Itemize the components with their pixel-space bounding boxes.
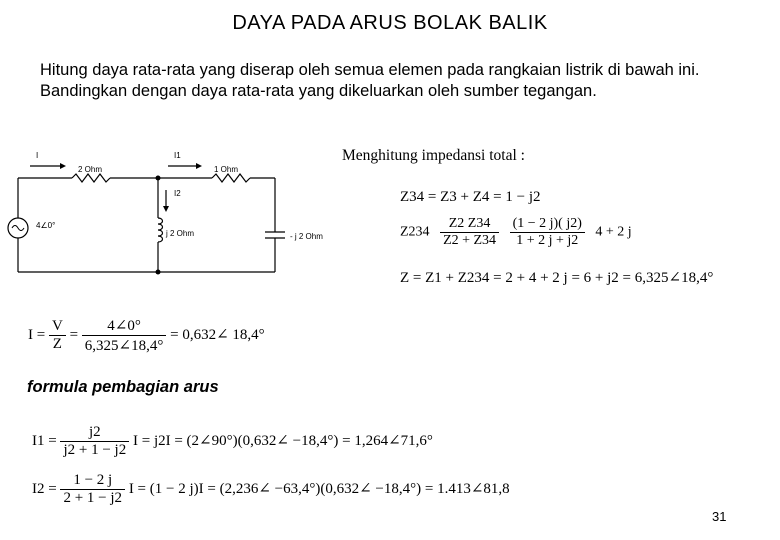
i2-equation: I2 = $\frac{1 - 2 j}{2 + 1 - j2}$ I = (1 − 2 j)I = (2,236∠ −63,4°)(0,632∠ −18,4°) = 1.413∠81,8: [32, 472, 510, 506]
label-capacitor: - j 2 Ohm: [290, 232, 323, 241]
circuit-diagram: [0, 140, 340, 280]
page-number: 31: [712, 509, 727, 524]
label-resistor-1ohm: 1 Ohm: [214, 165, 239, 174]
label-inductor: j 2 Ohm: [166, 229, 195, 238]
impedance-line-total: Z = Z1 + Z234 = 2 + 4 + 2 j = 6 + j2 = 6,325∠18,4°: [400, 270, 714, 286]
label-current-i1: I1: [174, 151, 181, 160]
impedance-heading: Menghitung impedansi total :: [342, 147, 525, 164]
impedance-line-z34: Z34 = Z3 + Z4 = 1 − j2: [400, 189, 541, 205]
label-current-i2: I2: [174, 189, 181, 198]
label-resistor-2ohm: 2 Ohm: [78, 165, 103, 174]
section-heading: formula pembagian arus: [27, 378, 219, 396]
impedance-line-z234: Z234 $\frac{Z2 Z34}{Z2 + Z34}$ $\frac{(1 - 2 j)( j2)}{1 + 2 j + j2}$ 4 + 2 j: [400, 216, 632, 248]
label-current-i: I: [36, 151, 39, 160]
i1-equation: I1 = $\frac{j2}{j2 + 1 - j2}$ I = j2I = (2∠90°)(0,632∠ −18,4°) = 1,264∠71,6°: [32, 424, 433, 458]
slide-title: DAYA PADA ARUS BOLAK BALIK: [232, 12, 548, 34]
problem-statement: Hitung daya rata-rata yang diserap oleh semua elemen pada rangkaian listrik di bawah ini. Bandingkan dengan daya rata-rata yang dikeluarkan oleh sumber tegangan.: [40, 61, 700, 100]
current-equation: I = $\frac{V}{Z}$ = $\frac{4\angle 0^\circ}{6,325\angle 18,4^\circ}$ = 0,632∠ 18,4°: [28, 318, 265, 354]
label-source: 4∠0°: [36, 221, 56, 230]
